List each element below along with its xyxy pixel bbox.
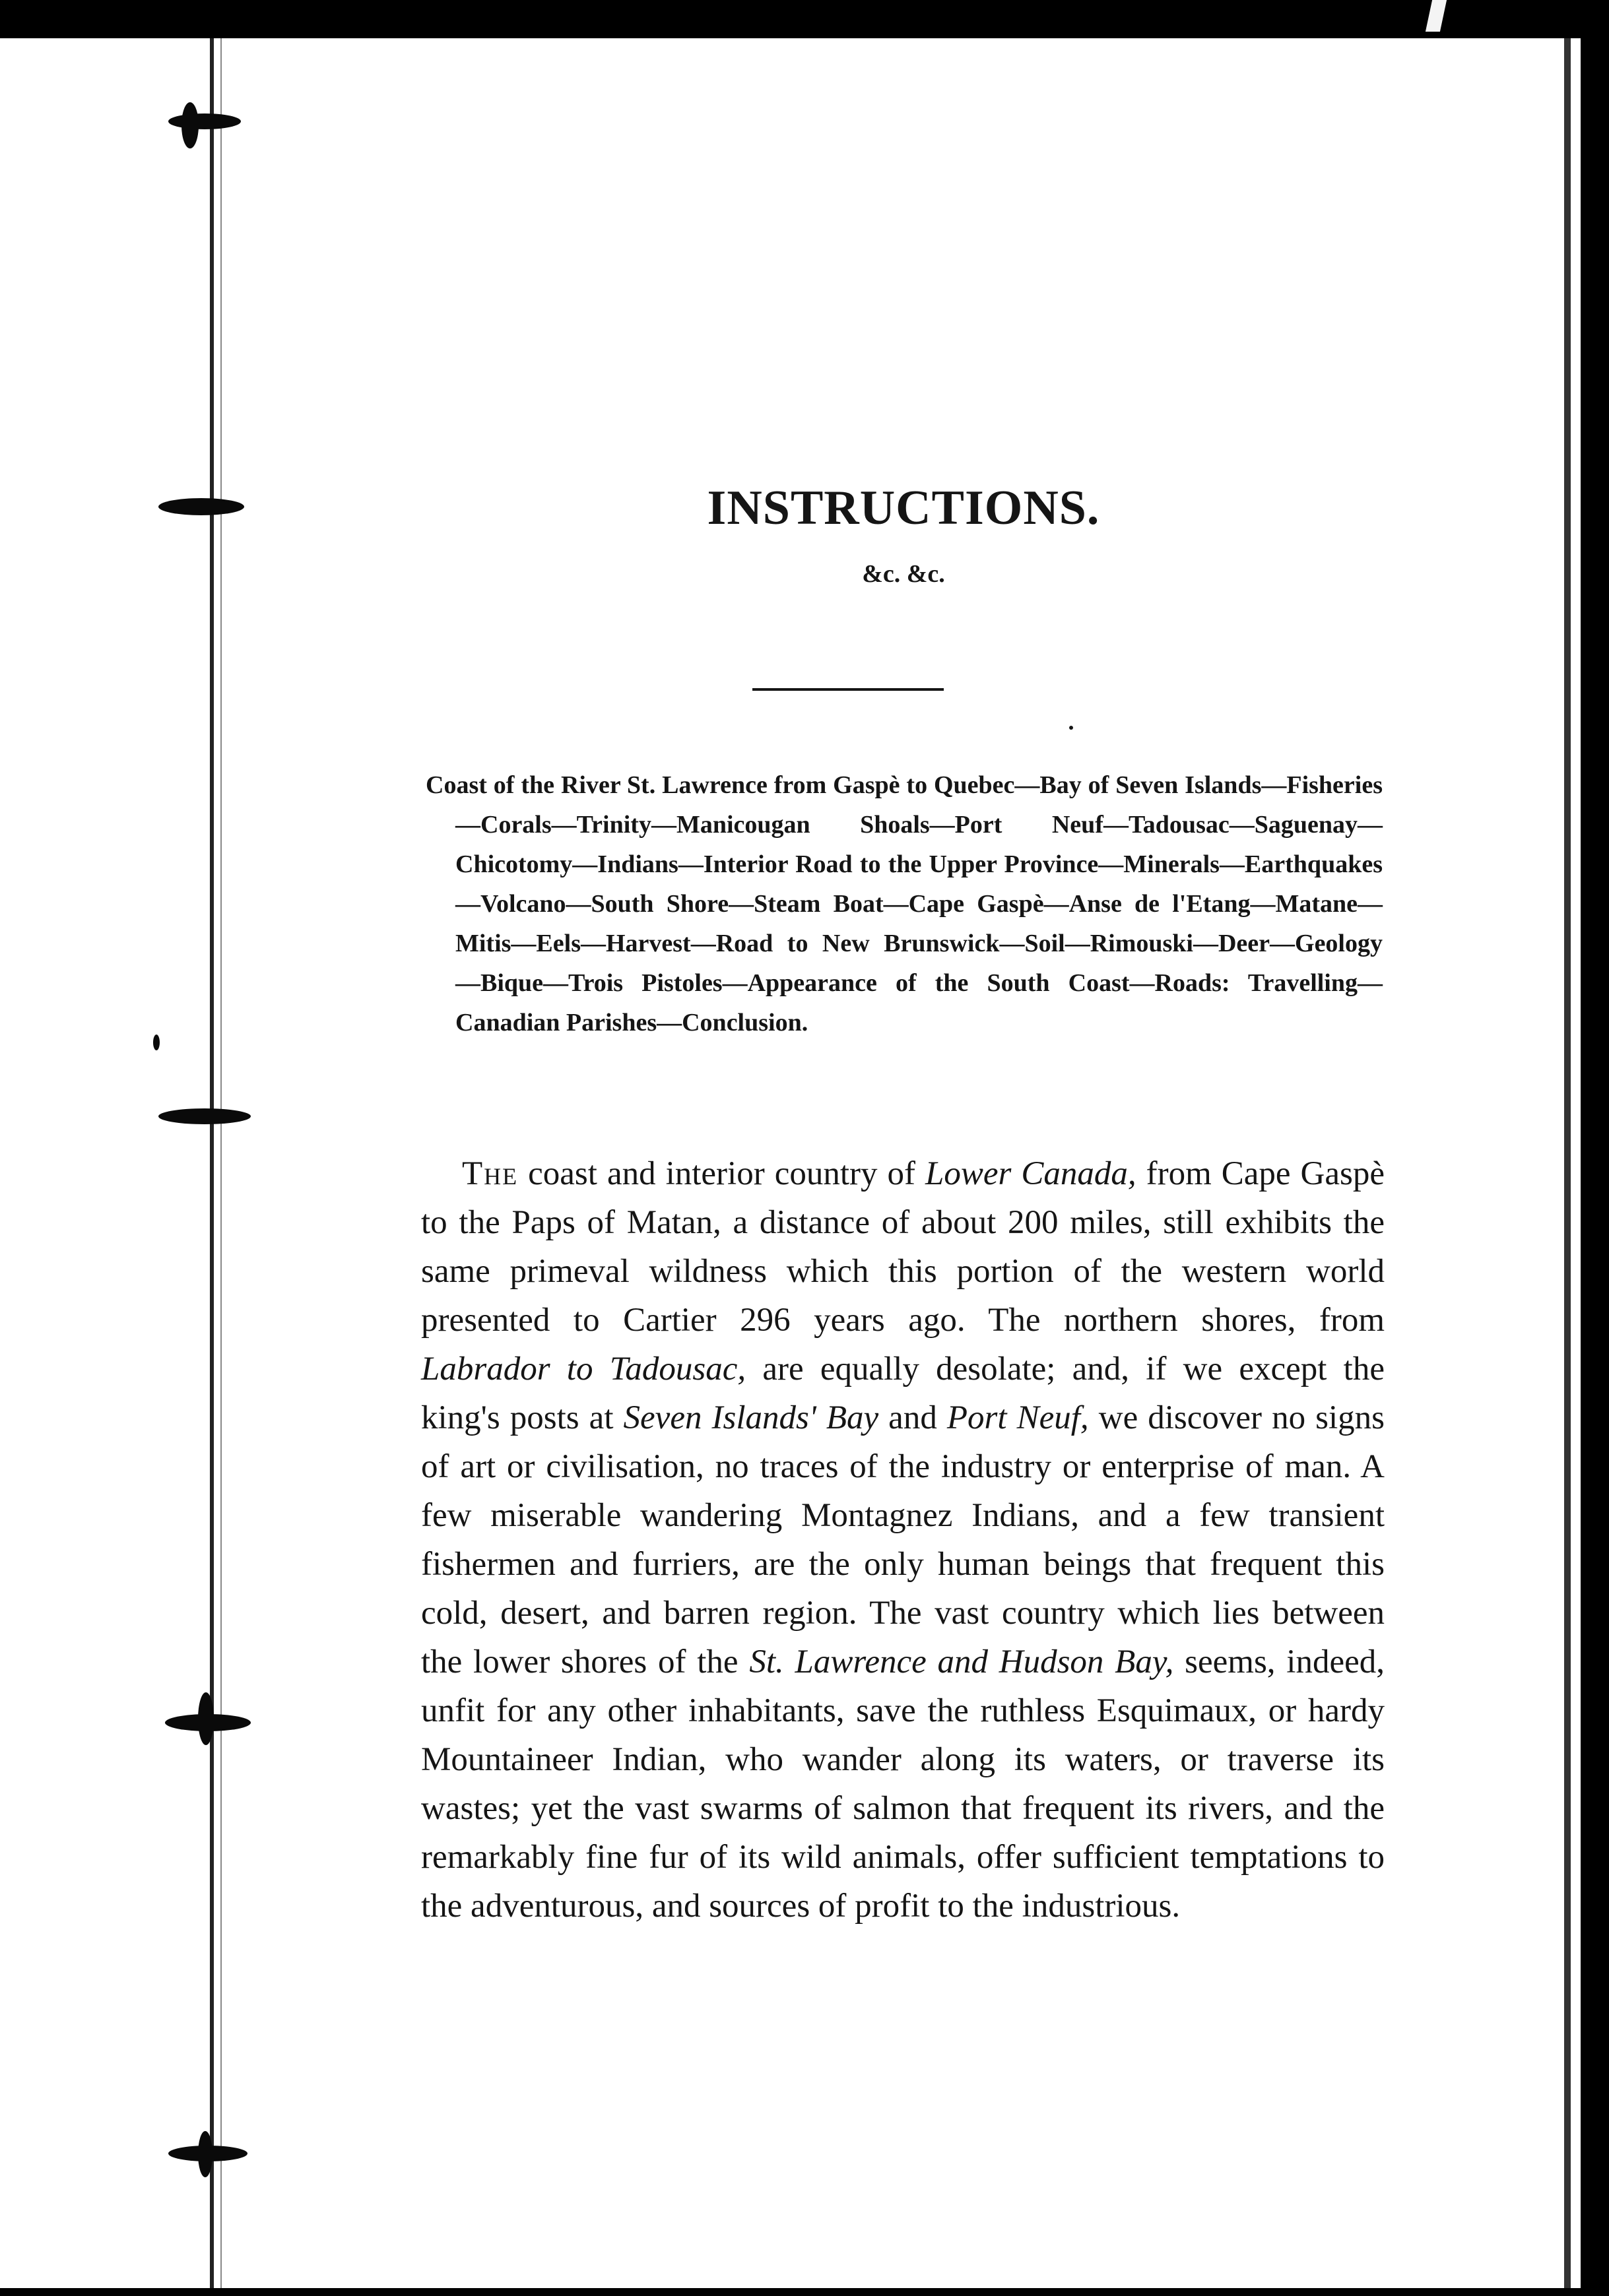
- binding-edge: [210, 38, 214, 2288]
- body-paragraph: [421, 1149, 1385, 1930]
- lead-word: The: [462, 1155, 519, 1192]
- page-right-edge: [1564, 38, 1571, 2288]
- body-italic-run: Seven Islands' Bay: [623, 1399, 879, 1436]
- corner-mark: [1426, 0, 1447, 32]
- body-italic-run: Port Neuf,: [946, 1399, 1089, 1436]
- binding-stitch: [181, 102, 199, 148]
- binding-stitch: [198, 1692, 214, 1745]
- body-italic-run: St. Lawrence and Hudson Bay,: [749, 1643, 1174, 1680]
- binding-stitch: [168, 113, 241, 129]
- binding-stitch: [158, 1108, 251, 1124]
- binding-stitch: [153, 1035, 160, 1050]
- body-italic-run: Lower Canada,: [925, 1155, 1136, 1192]
- chapter-title: INSTRUCTIONS.: [707, 481, 1100, 535]
- binding-stitch: [198, 2131, 213, 2177]
- body-text-run: from Cape Gaspè to the Paps of Matan, a distance of about 200 miles, still exhibits the same primeval wildness which this portion of the western world presented to Cartier 296 years ago. The northern shores, from: [421, 1155, 1385, 1339]
- body-text-run: coast and interior country of: [518, 1155, 925, 1192]
- body-text-run: seems, indeed, unfit for any other inhabitants, save the ruthless Esquimaux, or hardy Mountaineer Indian, who wander along its waters, or traverse its wastes; yet the vast swarms of salmon that frequent its rivers, and the remarkably fine fur of its wild animals, offer sufficient temptations to the adventurous, and sources of profit to the industrious.: [421, 1643, 1385, 1925]
- binding-edge-inner: [220, 38, 222, 2288]
- separator-rule: [752, 688, 944, 691]
- body-text-run: we discover no signs of art or civilisation, no traces of the industry or enterprise of man. A few miserable wandering Montagnez Indians, and a few transient fishermen and furriers, are the only human beings that frequent this cold, desert, and barren region. The vast country which lies between the lower shores of the: [421, 1399, 1385, 1680]
- separator-dot: [1069, 726, 1073, 730]
- body-text-run: and: [878, 1399, 947, 1436]
- chapter-summary: Coast of the River St. Lawrence from Gaspè to Quebec—Bay of Seven Islands—Fisheries—Corals—Trinity—Manicougan Shoals—Port Neuf—Tadousac—Saguenay—Chicotomy—Indians—Interior Road to the Upper Province—Minerals—Earthquakes—Volcano—South Shore—Steam Boat—Cape Gaspè—Anse de l'Etang—Matane—Mitis—Eels—Harvest—Road to New Brunswick—Soil—Rimouski—Deer—Geology—Bique—Trois Pistoles—Appearance of the South Coast—Roads: Travelling—Canadian Parishes—Conclusion.: [426, 771, 1383, 1036]
- body-italic-run: Labrador to Tadousac,: [421, 1351, 746, 1387]
- chapter-subtitle: &c. &c.: [862, 560, 945, 588]
- body-text-run: are equally desolate; and, if we except the king's posts at: [421, 1351, 1385, 1436]
